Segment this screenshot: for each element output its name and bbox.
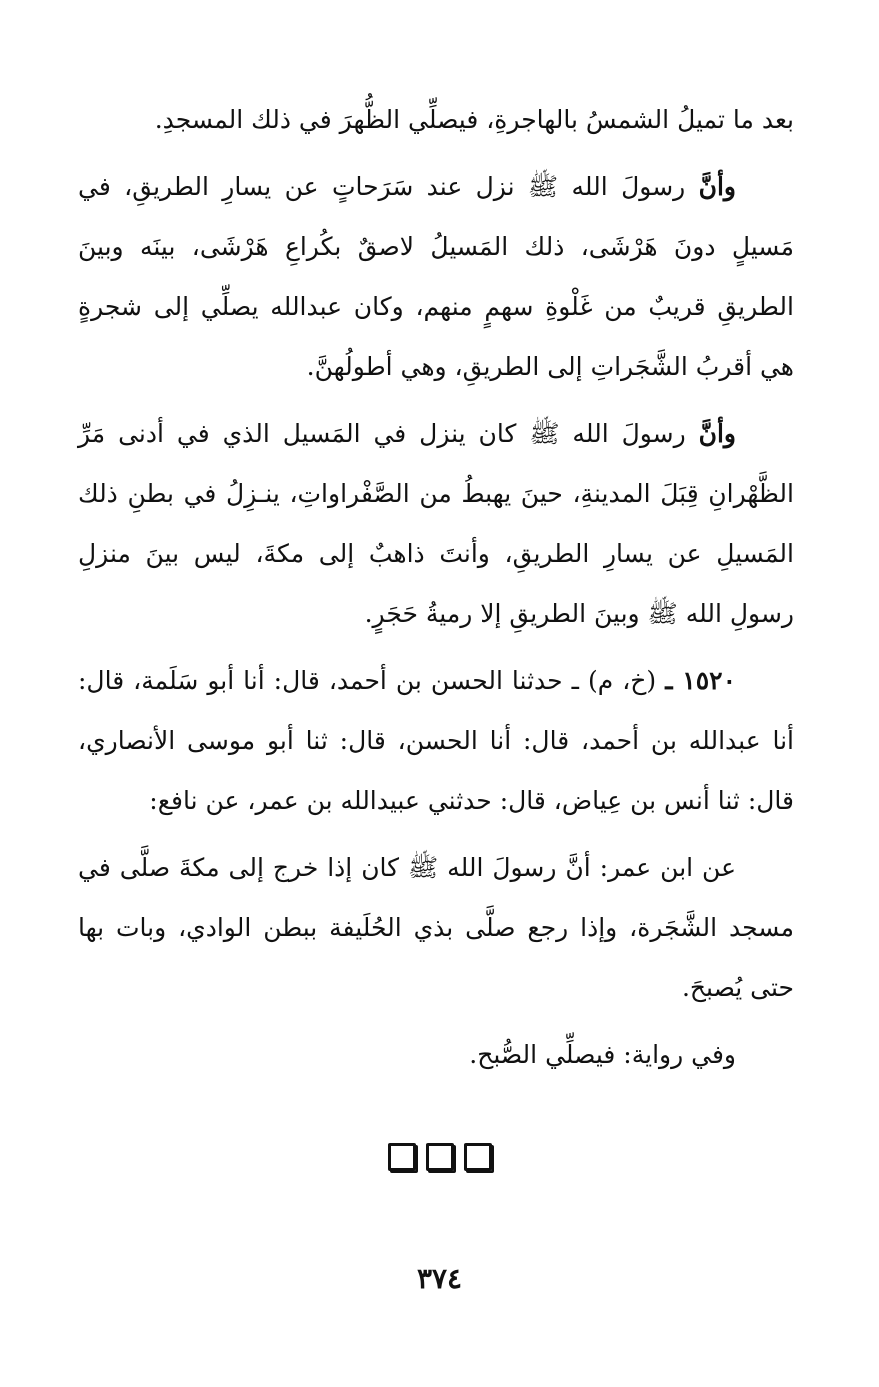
riwaya-note-text: وفي رواية: فيصلِّي الصُّبح. bbox=[469, 1040, 736, 1069]
section-divider-ornament bbox=[0, 1143, 879, 1171]
paragraph-2 bbox=[78, 157, 794, 397]
hadith-1520-isnad-text: (خ، م) ـ حدثنا الحسن بن أحمد، قال: أنا أبو سَلَمة، قال: أنا عبدالله بن أحمد، قال: أنا الحسن، قال: ثنا أبو موسى الأنصاري، قال: ثنا أنس بن عِياض، قال: حدثني عبيدالله بن عمر، عن نافع: bbox=[78, 666, 794, 815]
hadith-1520-isnad bbox=[78, 651, 794, 831]
hadith-1520-matn bbox=[78, 838, 794, 1018]
paragraph-3-lead: وأنَّ bbox=[698, 419, 736, 448]
page-number: ٣٧٤ bbox=[416, 1262, 463, 1295]
page-body bbox=[78, 90, 794, 1092]
square-ornament-icon bbox=[426, 1143, 454, 1171]
paragraph-1-text: بعد ما تميلُ الشمسُ بالهاجرةِ، فيصلِّي الظُّهرَ في ذلك المسجدِ. bbox=[154, 105, 794, 134]
square-ornament-icon bbox=[464, 1143, 492, 1171]
riwaya-note bbox=[78, 1025, 794, 1085]
hadith-1520-matn-text: عن ابن عمر: أنَّ رسولَ الله ﷺ كان إذا خرج إلى مكةَ صلَّى في مسجد الشَّجَرة، وإذا رجع صلَّى بذي الحُلَيفة ببطن الوادي، وبات بها حتى يُصبحَ. bbox=[78, 853, 794, 1002]
paragraph-3-text: رسولَ الله ﷺ كان ينزل في المَسيل الذي في أدنى مَرِّ الظَّهْرانِ قِبَلَ المدينةِ، حينَ يهبطُ من الصَّفْراواتِ، ينـزِلُ في بطنِ ذلك المَسيلِ عن يسارِ الطريقِ، وأنتَ ذاهبٌ إلى مكةَ، ليس بينَ منزلِ رسولِ الله ﷺ وبينَ الطريقِ إلا رميةُ حَجَرٍ. bbox=[78, 419, 794, 628]
paragraph-1 bbox=[78, 90, 794, 150]
hadith-number: ١٥٢٠ ـ bbox=[665, 666, 736, 695]
paragraph-2-text: رسولَ الله ﷺ نزل عند سَرَحاتٍ عن يسارِ الطريقِ، في مَسيلٍ دونَ هَرْشَى، ذلك المَسيلُ لاصقٌ بكُراعِ هَرْشَى، بينَه وبينَ الطريقِ قريبٌ من غَلْوةِ سهمٍ منهم، وكان عبدالله يصلِّي إلى شجرةٍ هي أقربُ الشَّجَراتِ إلى الطريقِ، وهي أطولُهنَّ. bbox=[78, 172, 794, 381]
square-ornament-icon bbox=[388, 1143, 416, 1171]
paragraph-3 bbox=[78, 404, 794, 644]
paragraph-2-lead: وأنَّ bbox=[698, 172, 736, 201]
